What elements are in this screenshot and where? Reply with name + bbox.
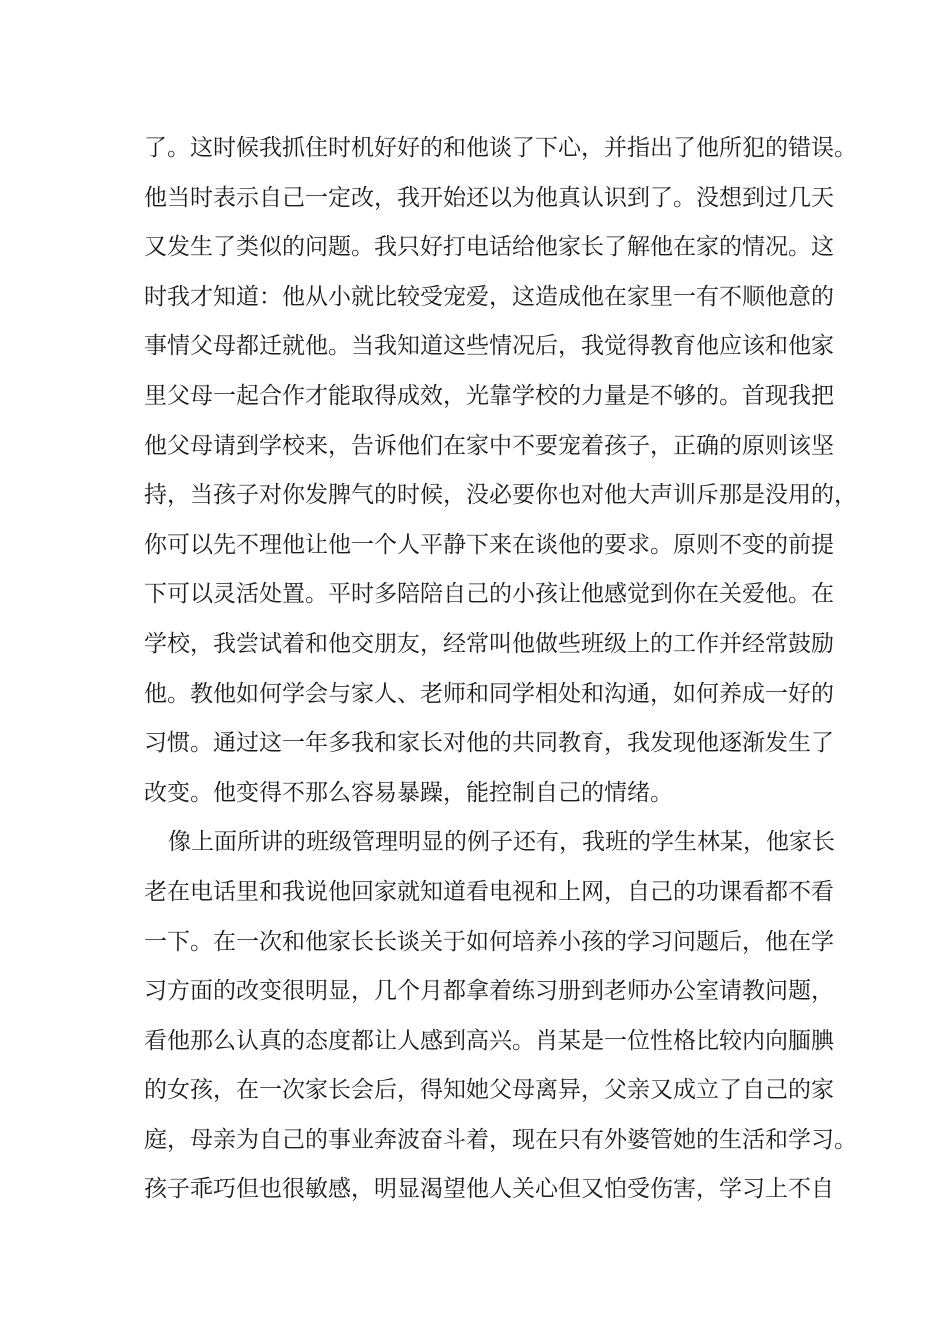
text-line: 老在电话里和我说他回家就知道看电视和上网，自己的功课看都不看 (144, 878, 834, 905)
text-line: 又发生了类似的问题。我只好打电话给他家长了解他在家的情况。这 (144, 234, 834, 261)
text-line: 里父母一起合作才能取得成效，光靠学校的力量是不够的。首现我把 (144, 382, 834, 409)
paragraph-start-line: 像上面所讲的班级管理明显的例子还有，我班的学生林某，他家长 (168, 829, 835, 856)
text-line: 改变。他变得不那么容易暴躁，能控制自己的情绪。 (144, 779, 673, 806)
text-line: 习方面的改变很明显，几个月都拿着练习册到老师办公室请教问题， (144, 978, 834, 1005)
body-text (144, 124, 857, 1215)
text-line: 看他那么认真的态度都让人感到高兴。肖某是一位性格比较内向腼腆 (144, 1027, 834, 1054)
text-line: 一下。在一次和他家长长谈关于如何培养小孩的学习问题后，他在学 (144, 928, 834, 955)
text-line: 学校，我尝试着和他交朋友，经常叫他做些班级上的工作并经常鼓励 (144, 630, 834, 657)
text-line: 的女孩，在一次家长会后，得知她父母离异，父亲又成立了自己的家 (144, 1077, 834, 1104)
text-line: 庭，母亲为自己的事业奔波奋斗着，现在只有外婆管她的生活和学习。 (144, 1126, 857, 1153)
text-line: 他。教他如何学会与家人、老师和同学相处和沟通，如何养成一好的 (144, 680, 834, 707)
text-line: 你可以先不理他让他一个人平静下来在谈他的要求。原则不变的前提 (144, 531, 834, 558)
text-line: 时我才知道：他从小就比较受宠爱，这造成他在家里一有不顺他意的 (144, 283, 834, 310)
text-line: 了。这时候我抓住时机好好的和他谈了下心，并指出了他所犯的错误。 (144, 135, 857, 161)
text-line: 他父母请到学校来，告诉他们在家中不要宠着孩子，正确的原则该坚 (144, 432, 834, 459)
text-line: 事情父母都迁就他。当我知道这些情况后，我觉得教育他应该和他家 (144, 333, 834, 360)
text-line: 他当时表示自己一定改，我开始还以为他真认识到了。没想到过几天 (144, 184, 834, 211)
text-line: 孩子乖巧但也很敏感，明显渴望他人关心但又怕受伤害，学习上不自 (144, 1176, 834, 1203)
text-line: 持，当孩子对你发脾气的时候，没必要你也对他大声训斥那是没用的， (144, 482, 857, 509)
text-line: 下可以灵活处置。平时多陪陪自己的小孩让他感觉到你在关爱他。在 (144, 581, 834, 608)
text-line: 习惯。通过这一年多我和家长对他的共同教育，我发现他逐渐发生了 (144, 730, 834, 757)
